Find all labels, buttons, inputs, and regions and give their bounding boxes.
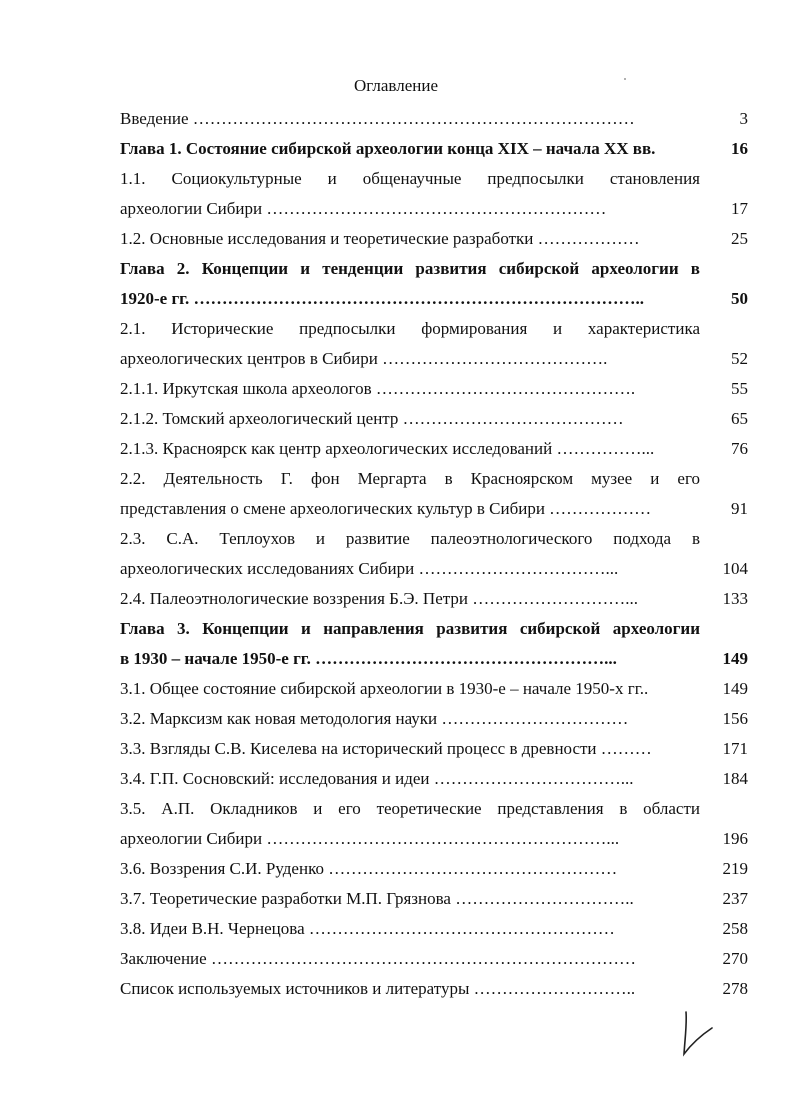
page-title: Оглавление — [354, 76, 438, 95]
toc-entry — [120, 434, 748, 464]
toc-entry-text: Введение …………………………………………………………………… — [120, 109, 635, 128]
toc-entry-text: 3.1. Общее состояние сибирской археологии в 1930-е – начале 1950-х гг.. — [120, 679, 649, 698]
toc-entry-text: 3.2. Марксизм как новая методология науки …………………………… — [120, 709, 629, 728]
toc-entry — [120, 734, 748, 764]
toc-entry — [120, 464, 748, 494]
toc-entry-page: 16 — [731, 139, 748, 158]
toc-entry-text: археологических центров в Сибири …………………………………. — [120, 349, 608, 368]
toc-entry-text: археологических исследованиях Сибири ……………………………... — [120, 559, 619, 578]
toc-entry-page: 55 — [731, 379, 748, 398]
toc-entry — [120, 524, 748, 554]
toc-entry — [120, 224, 748, 254]
toc-entry — [120, 134, 748, 164]
toc-entry-text: 1.1. Социокультурные и общенаучные предпосылки становления — [120, 169, 700, 188]
toc-entry-text: 3.5. А.П. Окладников и его теоретические представления в области — [120, 799, 700, 818]
toc-entry — [120, 314, 748, 344]
toc-entry-text: археологии Сибири ……………………………………………………... — [120, 829, 620, 848]
toc-entry-text: 3.3. Взгляды С.В. Киселева на исторический процесс в древности ……… — [120, 739, 652, 758]
toc-entry-text: Глава 3. Концепции и направления развития сибирской археологии — [120, 619, 700, 638]
toc-entry-page: 25 — [731, 229, 748, 248]
toc-entry — [120, 254, 748, 284]
toc-entry-page: 149 — [722, 649, 748, 668]
toc-entry-text: 1920-е гг. …………………………………………………………………….. — [120, 289, 644, 308]
toc-entry-page: 17 — [731, 199, 748, 218]
toc-entry — [120, 824, 748, 854]
toc-entry-text: Глава 2. Концепции и тенденции развития сибирской археологии в — [120, 259, 700, 278]
toc-entry-text: 2.1.1. Иркутская школа археологов ………………………………………. — [120, 379, 636, 398]
toc-entry-text: 1.2. Основные исследования и теоретические разработки ……………… — [120, 229, 640, 248]
toc-entry-page: 133 — [722, 589, 748, 608]
toc-entry — [120, 164, 748, 194]
toc-entry — [120, 404, 748, 434]
toc-entry-page: 50 — [731, 289, 748, 308]
toc-entry — [120, 764, 748, 794]
toc-entry — [120, 614, 748, 644]
toc-entry-text: 3.4. Г.П. Сосновский: исследования и идеи ……………………………... — [120, 769, 634, 788]
toc-entry — [120, 554, 748, 584]
toc-entry-text: 2.3. С.А. Теплоухов и развитие палеоэтнологического подхода в — [120, 529, 700, 548]
toc-entry-page: 184 — [722, 769, 748, 788]
toc-entry-page: 65 — [731, 409, 748, 428]
toc-entry-text: 2.2. Деятельность Г. фон Мергарта в Красноярском музее и его — [120, 469, 700, 488]
toc-entry-text: 3.8. Идеи В.Н. Чернецова ……………………………………………… — [120, 919, 615, 938]
toc-entry-text: 2.4. Палеоэтнологические воззрения Б.Э. Петри ………………………... — [120, 589, 638, 608]
toc-entry — [120, 194, 748, 224]
toc-entry — [120, 944, 748, 974]
scan-speck — [624, 78, 626, 80]
table-of-contents — [120, 104, 748, 1004]
toc-entry-page: 219 — [722, 859, 748, 878]
toc-entry-text: 2.1.3. Красноярск как центр археологических исследований ……………... — [120, 439, 655, 458]
toc-entry — [120, 284, 748, 314]
toc-entry — [120, 794, 748, 824]
toc-entry-text: Заключение ………………………………………………………………… — [120, 949, 636, 968]
toc-entry — [120, 374, 748, 404]
toc-entry-text: 3.7. Теоретические разработки М.П. Грязнова ………………………….. — [120, 889, 634, 908]
toc-entry-text: представления о смене археологических культур в Сибири ……………… — [120, 499, 652, 518]
handwritten-signature — [676, 1010, 720, 1058]
toc-entry-page: 196 — [722, 829, 748, 848]
toc-entry-page: 270 — [722, 949, 748, 968]
toc-entry-page: 3 — [739, 109, 748, 128]
toc-entry-text: 3.6. Воззрения С.И. Руденко …………………………………………… — [120, 859, 618, 878]
toc-entry — [120, 884, 748, 914]
toc-entry — [120, 974, 748, 1004]
toc-entry — [120, 674, 748, 704]
toc-entry — [120, 644, 748, 674]
toc-entry — [120, 914, 748, 944]
toc-entry — [120, 104, 748, 134]
toc-entry-page: 91 — [731, 499, 748, 518]
toc-entry-page: 52 — [731, 349, 748, 368]
toc-entry-text: Список используемых источников и литературы ……………………….. — [120, 979, 636, 998]
toc-entry-text: 2.1. Исторические предпосылки формирования и характеристика — [120, 319, 700, 338]
toc-entry-page: 76 — [731, 439, 748, 458]
toc-entry — [120, 704, 748, 734]
toc-entry-page: 149 — [722, 679, 748, 698]
toc-entry — [120, 584, 748, 614]
toc-entry-page: 278 — [722, 979, 748, 998]
toc-entry — [120, 494, 748, 524]
toc-entry — [120, 854, 748, 884]
toc-entry-text: в 1930 – начале 1950-е гг. ……………………………………………... — [120, 649, 617, 668]
toc-entry-page: 171 — [722, 739, 748, 758]
toc-entry-page: 104 — [722, 559, 748, 578]
toc-entry-page: 258 — [722, 919, 748, 938]
toc-entry-page: 156 — [722, 709, 748, 728]
toc-entry-text: Глава 1. Состояние сибирской археологии конца XIX – начала XX вв. — [120, 139, 656, 158]
toc-entry-page: 237 — [722, 889, 748, 908]
toc-entry-text: 2.1.2. Томский археологический центр ………………………………… — [120, 409, 624, 428]
toc-entry-text: археологии Сибири …………………………………………………… — [120, 199, 607, 218]
toc-entry — [120, 344, 748, 374]
